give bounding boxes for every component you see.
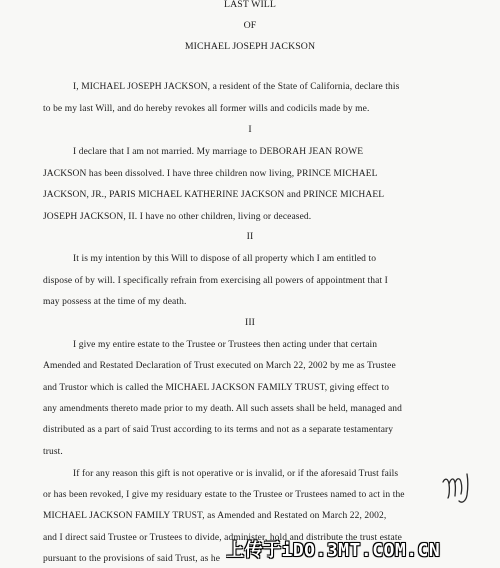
para4-line-5: pursuant to the provisions of said Trust, as he <box>43 554 221 564</box>
para2-line-2: dispose of by will. I specifically refrain from exercising all powers of appointment that I <box>43 276 388 286</box>
para1-line-1: I declare that I am not married. My marriage to DEBORAH JEAN ROWE <box>73 147 364 157</box>
intro-line-1: I, MICHAEL JOSEPH JACKSON, a resident of the State of California, declare this <box>73 82 400 92</box>
para4-line-4: and I direct said Trustee or Trustees to divide, administer, hold and distribute the trust estate <box>43 533 402 543</box>
intro-line-2: to be my last Will, and do hereby revokes all former wills and codicils made by me. <box>43 104 370 114</box>
section-heading-1: I <box>248 124 252 135</box>
para4-line-1: If for any reason this gift is not operative or is invalid, or if the aforesaid Trust fails <box>73 469 399 479</box>
para1-line-4: JOSEPH JACKSON, II. I have no other children, living or deceased. <box>43 212 312 222</box>
para3-line-3: and Trustor which is called the MICHAEL JACKSON FAMILY TRUST, giving effect to <box>43 383 390 393</box>
title-name: MICHAEL JOSEPH JACKSON <box>184 41 316 52</box>
para3-line-4: any amendments thereto made prior to my death. All such assets shall be held, managed and <box>43 404 402 414</box>
para3-line-6: trust. <box>43 447 63 457</box>
para1-line-3: JACKSON, JR., PARIS MICHAEL KATHERINE JACKSON and PRINCE MICHAEL <box>43 190 385 200</box>
section-heading-2: II <box>246 231 254 242</box>
watermark-text: 上传于iDO.3MT.COM.CN <box>226 540 441 561</box>
para3-line-5: distributed as a part of said Trust according to its terms and not as a separate testamentary <box>43 425 394 435</box>
title-last-will: LAST WILL <box>224 0 276 10</box>
section-heading-3: III <box>244 317 256 328</box>
para2-line-3: may possess at the time of my death. <box>43 297 187 307</box>
para3-line-1: I give my entire estate to the Trustee or Trustees then acting under that certain <box>73 340 378 350</box>
para4-line-2: or has been revoked, I give my residuary estate to the Trustee or Trustees named to act in the <box>43 490 405 500</box>
para3-line-2: Amended and Restated Declaration of Trust executed on March 22, 2002 by me as Trustee <box>43 361 396 371</box>
para2-line-1: It is my intention by this Will to dispose of all property which I am entitled to <box>73 254 377 264</box>
title-of: OF <box>243 20 257 31</box>
para4-line-3: MICHAEL JACKSON FAMILY TRUST, as Amended and Restated on March 22, 2002, <box>43 511 387 521</box>
handwritten-initials-signature <box>440 468 480 508</box>
para1-line-2: JACKSON has been dissolved. I have three children now living, PRINCE MICHAEL <box>43 169 378 179</box>
